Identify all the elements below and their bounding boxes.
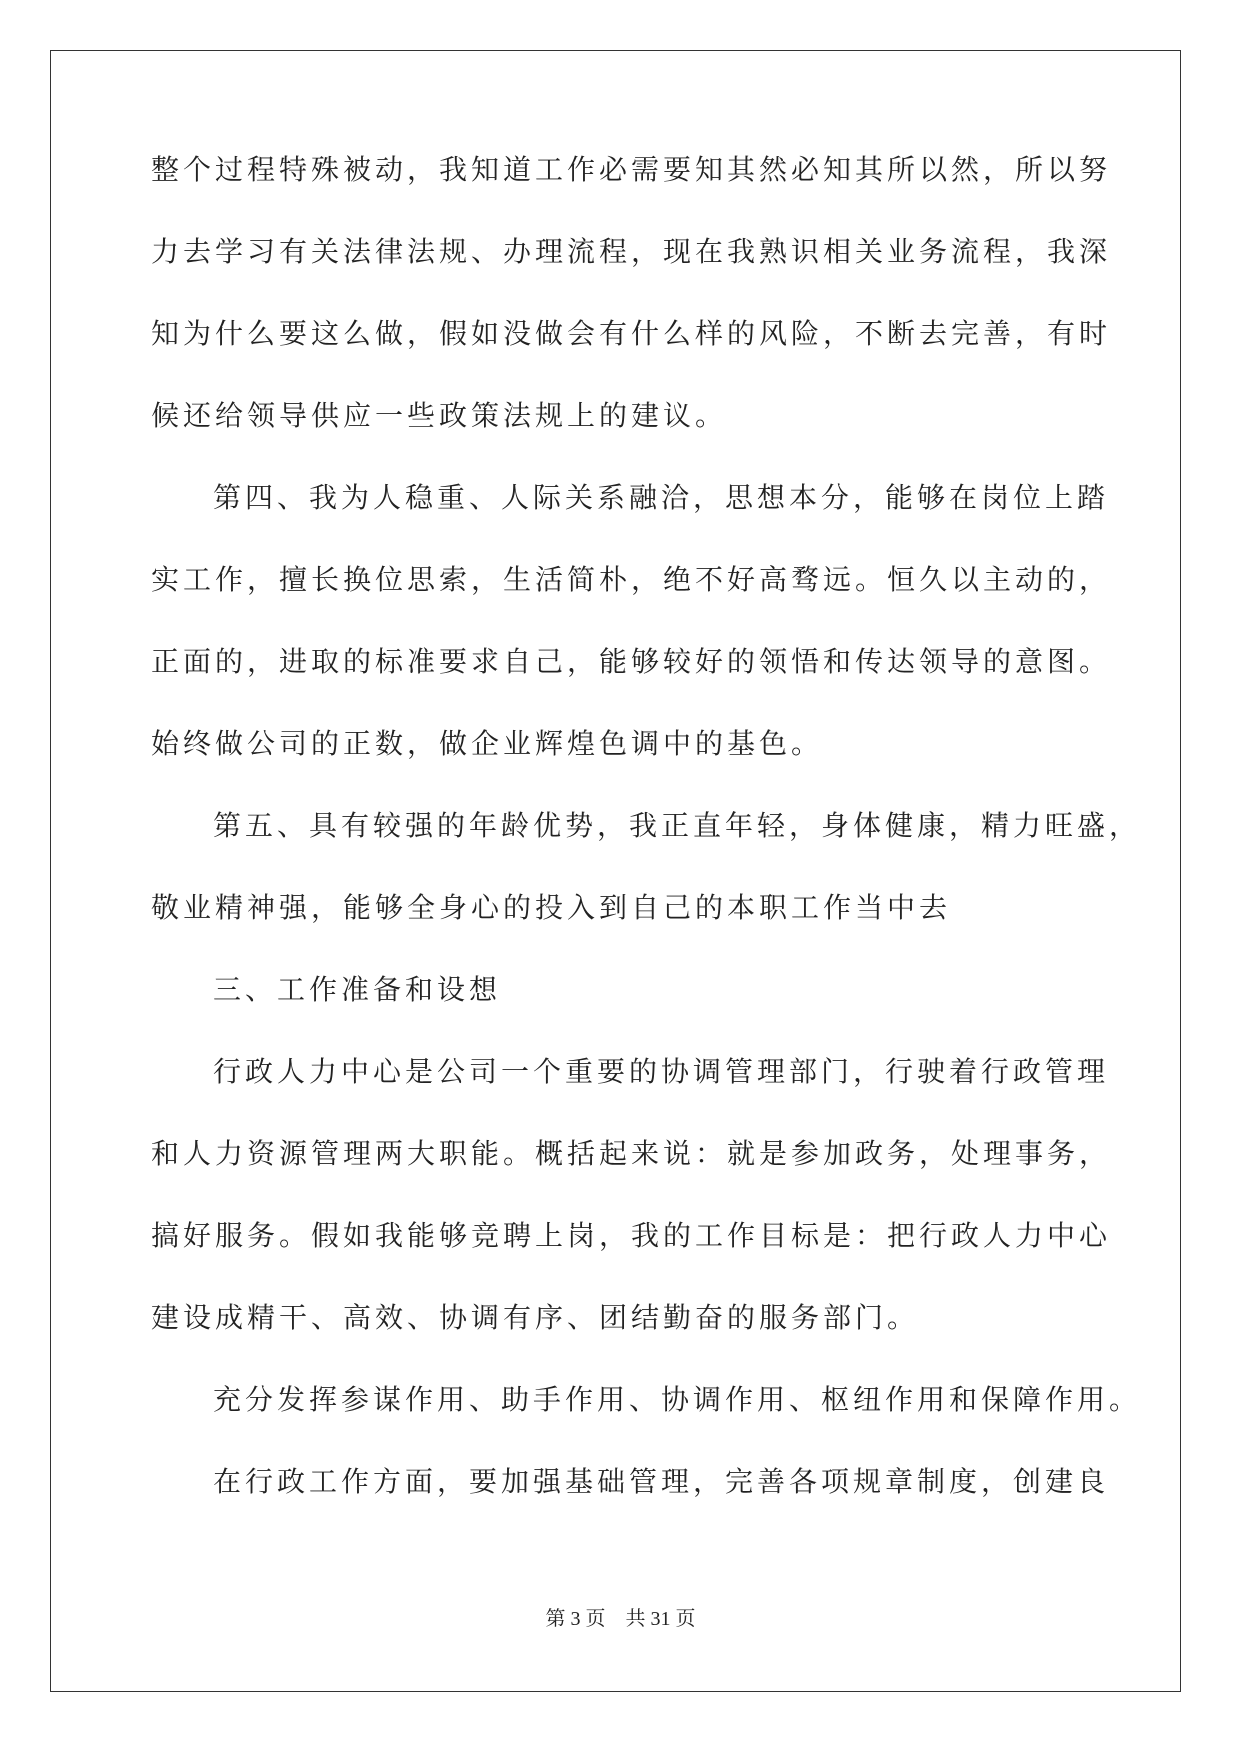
text-line: 建设成精干、高效、协调有序、团结勤奋的服务部门。	[151, 1301, 920, 1334]
text-line: 第四、我为人稳重、人际关系融洽，思想本分，能够在岗位上踏	[213, 481, 1110, 514]
page-frame	[50, 50, 1181, 1692]
text-line: 第五、具有较强的年龄优势，我正直年轻，身体健康，精力旺盛，	[213, 809, 1142, 842]
text-line: 候还给领导供应一些政策法规上的建议。	[151, 399, 728, 432]
page-footer	[0, 1602, 1241, 1631]
text-line: 搞好服务。假如我能够竞聘上岗，我的工作目标是：把行政人力中心	[151, 1219, 1112, 1252]
text-line: 始终做公司的正数，做企业辉煌色调中的基色。	[151, 727, 824, 760]
text-line: 力去学习有关法律法规、办理流程，现在我熟识相关业务流程，我深	[151, 235, 1112, 268]
text-line: 知为什么要这么做，假如没做会有什么样的风险，不断去完善，有时	[151, 317, 1112, 350]
text-line: 和人力资源管理两大职能。概括起来说：就是参加政务，处理事务，	[151, 1137, 1112, 1170]
text-line: 充分发挥参谋作用、助手作用、协调作用、枢纽作用和保障作用。	[213, 1383, 1142, 1416]
text-line: 行政人力中心是公司一个重要的协调管理部门，行驶着行政管理	[213, 1055, 1110, 1088]
text-line: 正面的，进取的标准要求自己，能够较好的领悟和传达领导的意图。	[151, 645, 1112, 678]
page-number: 第 3 页	[545, 1608, 606, 1630]
text-line: 在行政工作方面，要加强基础管理，完善各项规章制度，创建良	[213, 1465, 1110, 1498]
section-heading: 三、工作准备和设想	[213, 973, 502, 1006]
text-line: 整个过程特殊被动，我知道工作必需要知其然必知其所以然，所以努	[151, 153, 1112, 186]
text-line: 实工作，擅长换位思索，生活简朴，绝不好高骛远。恒久以主动的，	[151, 563, 1112, 596]
text-line: 敬业精神强，能够全身心的投入到自己的本职工作当中去	[151, 891, 952, 924]
total-pages: 共 31 页	[625, 1608, 696, 1630]
